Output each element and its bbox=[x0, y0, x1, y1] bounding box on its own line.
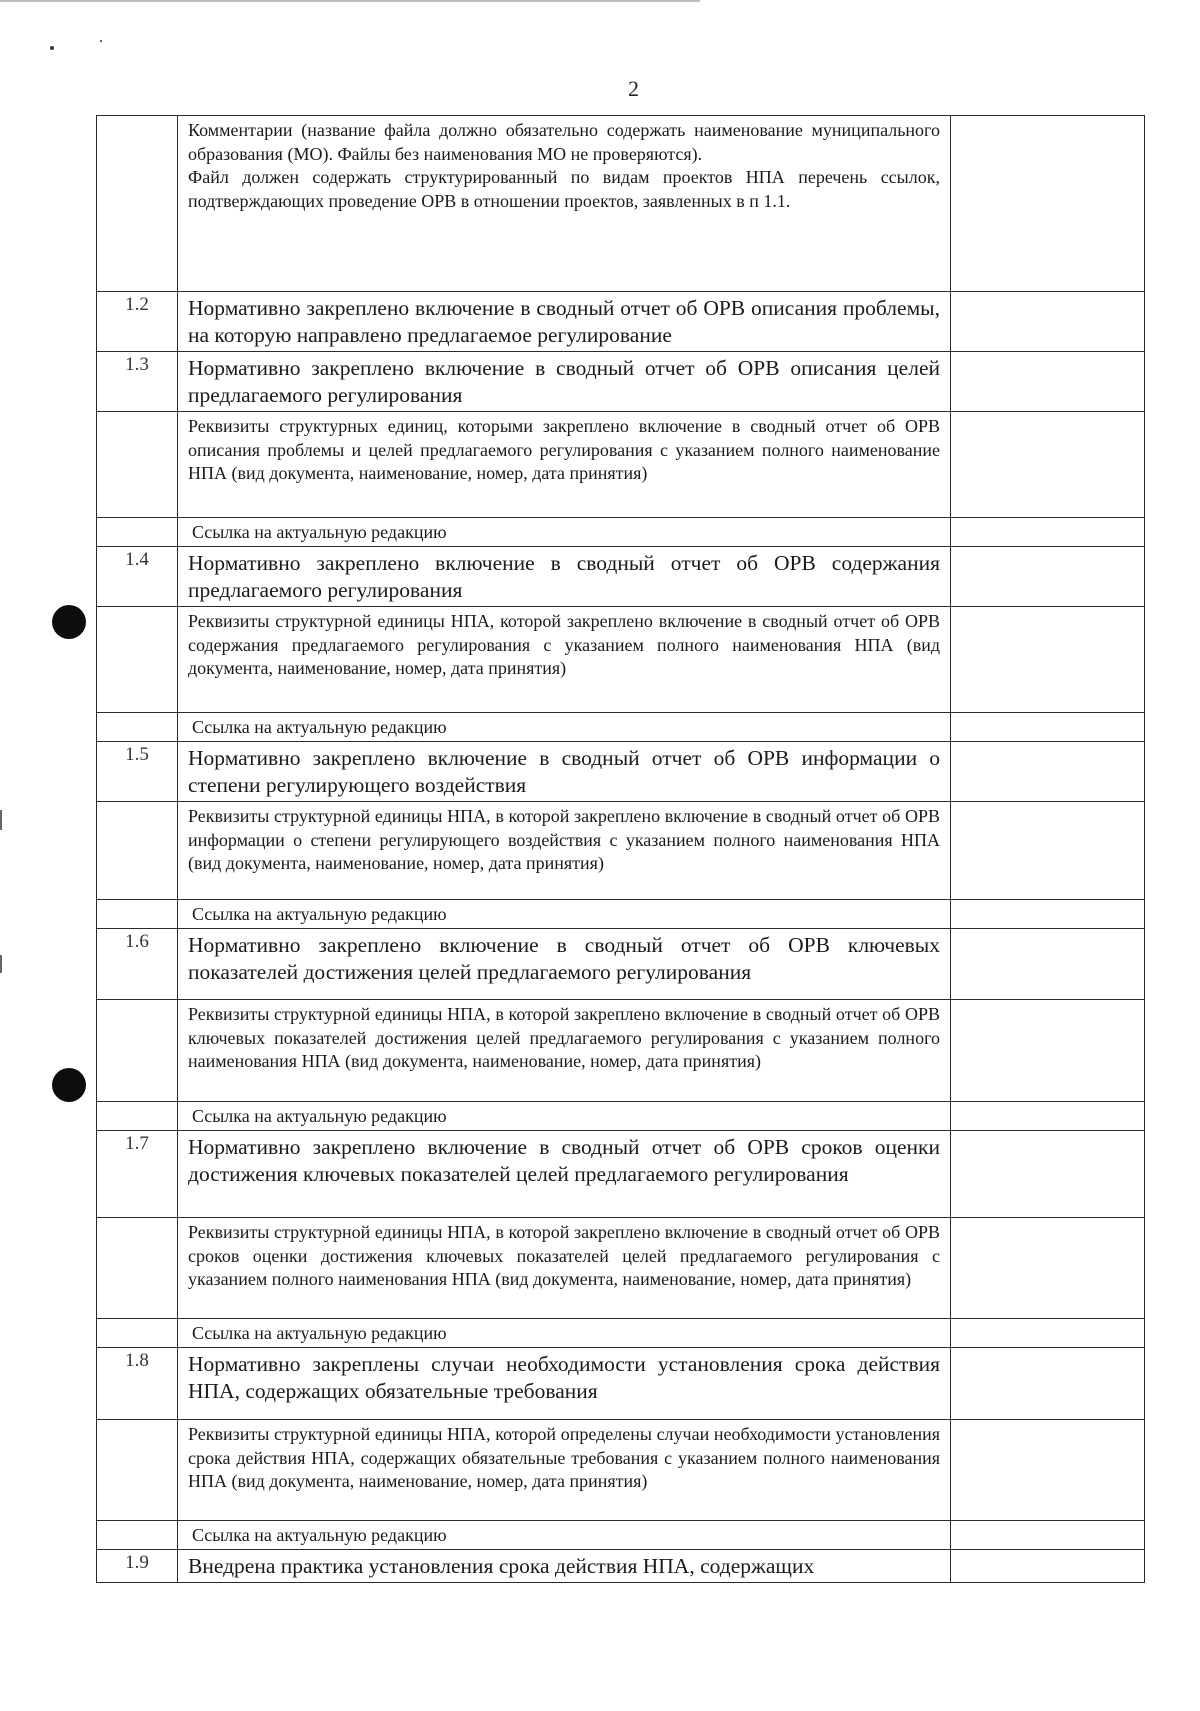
row-number bbox=[97, 1420, 178, 1521]
value-cell bbox=[951, 352, 1145, 412]
table-row bbox=[97, 742, 1145, 802]
table-row bbox=[97, 1218, 1145, 1319]
comment-paragraph: Комментарии (название файла должно обязательно содержать наименование муниципального образования (МО). Файлы без наименования МО не проверяются). bbox=[188, 120, 940, 164]
row-number: 1.3 bbox=[97, 352, 178, 412]
value-cell bbox=[951, 742, 1145, 802]
row-number: 1.6 bbox=[97, 929, 178, 1000]
row-number: 1.4 bbox=[97, 547, 178, 607]
row-number bbox=[97, 713, 178, 742]
link-label: Ссылка на актуальную редакцию bbox=[178, 1102, 951, 1131]
row-number bbox=[97, 412, 178, 518]
punch-hole-mark bbox=[52, 605, 86, 639]
row-number: 1.2 bbox=[97, 292, 178, 352]
table-row bbox=[97, 607, 1145, 713]
link-label: Ссылка на актуальную редакцию bbox=[178, 713, 951, 742]
row-number bbox=[97, 802, 178, 900]
value-cell bbox=[951, 929, 1145, 1000]
table-row bbox=[97, 352, 1145, 412]
value-cell bbox=[951, 1000, 1145, 1102]
row-number bbox=[97, 1102, 178, 1131]
table-row bbox=[97, 1102, 1145, 1131]
row-number bbox=[97, 1521, 178, 1550]
table-row bbox=[97, 802, 1145, 900]
row-number bbox=[97, 900, 178, 929]
value-cell bbox=[951, 1550, 1145, 1583]
comment-cell bbox=[178, 116, 951, 292]
value-cell bbox=[951, 607, 1145, 713]
row-number: 1.5 bbox=[97, 742, 178, 802]
criterion-text: Нормативно закреплено включение в сводный отчет об ОРВ ключевых показателей достижения целей предлагаемого регулирования bbox=[178, 929, 951, 1000]
page-number: 2 bbox=[628, 76, 639, 101]
value-cell bbox=[951, 547, 1145, 607]
value-cell bbox=[951, 1420, 1145, 1521]
table-row bbox=[97, 1131, 1145, 1218]
row-number bbox=[97, 607, 178, 713]
row-number bbox=[97, 1218, 178, 1319]
requisites-text: Реквизиты структурной единицы НПА, в которой закреплено включение в сводный отчет об ОРВ информации о степени регулирующего воздействия с указанием полного наименования НПА (вид документа, наименование, номер, дата принятия) bbox=[178, 802, 951, 900]
value-cell bbox=[951, 1131, 1145, 1218]
table-row bbox=[97, 1000, 1145, 1102]
table-row bbox=[97, 713, 1145, 742]
punch-hole-mark bbox=[52, 1068, 86, 1102]
value-cell bbox=[951, 292, 1145, 352]
scan-speck bbox=[50, 46, 54, 50]
link-label: Ссылка на актуальную редакцию bbox=[178, 518, 951, 547]
comment-paragraph: Файл должен содержать структурированный по видам проектов НПА перечень ссылок, подтверждающих проведение ОРВ в отношении проектов, заявленных в п 1.1. bbox=[188, 167, 940, 211]
value-cell bbox=[951, 713, 1145, 742]
requisites-text: Реквизиты структурной единицы НПА, в которой закреплено включение в сводный отчет об ОРВ сроков оценки достижения ключевых показателей целей предлагаемого регулирования с указанием полного наименования НПА (вид документа, наименование, номер, дата принятия) bbox=[178, 1218, 951, 1319]
row-number bbox=[97, 1319, 178, 1348]
table-row bbox=[97, 518, 1145, 547]
table-row bbox=[97, 929, 1145, 1000]
table-row bbox=[97, 900, 1145, 929]
criterion-text: Нормативно закреплено включение в сводный отчет об ОРВ описания проблемы, на которую направлено предлагаемое регулирование bbox=[178, 292, 951, 352]
value-cell bbox=[951, 1102, 1145, 1131]
requisites-text: Реквизиты структурной единицы НПА, которой определены случаи необходимости установления срока действия НПА, содержащих обязательные требования с указанием полного наименования НПА (вид документа, наименование, номер, дата принятия) bbox=[178, 1420, 951, 1521]
row-number bbox=[97, 116, 178, 292]
value-cell bbox=[951, 1521, 1145, 1550]
criterion-text: Внедрена практика установления срока действия НПА, содержащих bbox=[178, 1550, 951, 1583]
row-number: 1.8 bbox=[97, 1348, 178, 1420]
criterion-text: Нормативно закреплено включение в сводный отчет об ОРВ описания целей предлагаемого регулирования bbox=[178, 352, 951, 412]
table-row bbox=[97, 1521, 1145, 1550]
value-cell bbox=[951, 116, 1145, 292]
criterion-text: Нормативно закреплены случаи необходимости установления срока действия НПА, содержащих обязательные требования bbox=[178, 1348, 951, 1420]
table-row bbox=[97, 1319, 1145, 1348]
link-label: Ссылка на актуальную редакцию bbox=[178, 1521, 951, 1550]
row-number bbox=[97, 1000, 178, 1102]
row-number bbox=[97, 518, 178, 547]
value-cell bbox=[951, 1348, 1145, 1420]
table-row bbox=[97, 1420, 1145, 1521]
value-cell bbox=[951, 802, 1145, 900]
requisites-text: Реквизиты структурных единиц, которыми закреплено включение в сводный отчет об ОРВ описания проблемы и целей предлагаемого регулирования с указанием полного наименование НПА (вид документа, наименование, номер, дата принятия) bbox=[178, 412, 951, 518]
scan-speck bbox=[100, 40, 102, 42]
table-row bbox=[97, 547, 1145, 607]
table-row bbox=[97, 412, 1145, 518]
table-row bbox=[97, 292, 1145, 352]
value-cell bbox=[951, 412, 1145, 518]
scan-edge-mark bbox=[0, 810, 2, 830]
requirements-table bbox=[96, 115, 1145, 1583]
link-label: Ссылка на актуальную редакцию bbox=[178, 900, 951, 929]
row-number: 1.7 bbox=[97, 1131, 178, 1218]
scan-edge-mark bbox=[0, 955, 2, 973]
requisites-text: Реквизиты структурной единицы НПА, которой закреплено включение в сводный отчет об ОРВ содержания предлагаемого регулирования с указанием полного наименования НПА (вид документа, наименование, номер, дата принятия) bbox=[178, 607, 951, 713]
value-cell bbox=[951, 518, 1145, 547]
table-row bbox=[97, 1348, 1145, 1420]
table-row bbox=[97, 1550, 1145, 1583]
requisites-text: Реквизиты структурной единицы НПА, в которой закреплено включение в сводный отчет об ОРВ ключевых показателей достижения целей предлагаемого регулирования с указанием полного наименования НПА (вид документа, наименование, номер, дата принятия) bbox=[178, 1000, 951, 1102]
row-number: 1.9 bbox=[97, 1550, 178, 1583]
criterion-text: Нормативно закреплено включение в сводный отчет об ОРВ информации о степени регулирующего воздействия bbox=[178, 742, 951, 802]
criterion-text: Нормативно закреплено включение в сводный отчет об ОРВ сроков оценки достижения ключевых показателей целей предлагаемого регулирования bbox=[178, 1131, 951, 1218]
table-row bbox=[97, 116, 1145, 292]
scan-edge-line bbox=[0, 0, 700, 2]
link-label: Ссылка на актуальную редакцию bbox=[178, 1319, 951, 1348]
criterion-text: Нормативно закреплено включение в сводный отчет об ОРВ содержания предлагаемого регулирования bbox=[178, 547, 951, 607]
value-cell bbox=[951, 1218, 1145, 1319]
value-cell bbox=[951, 1319, 1145, 1348]
value-cell bbox=[951, 900, 1145, 929]
